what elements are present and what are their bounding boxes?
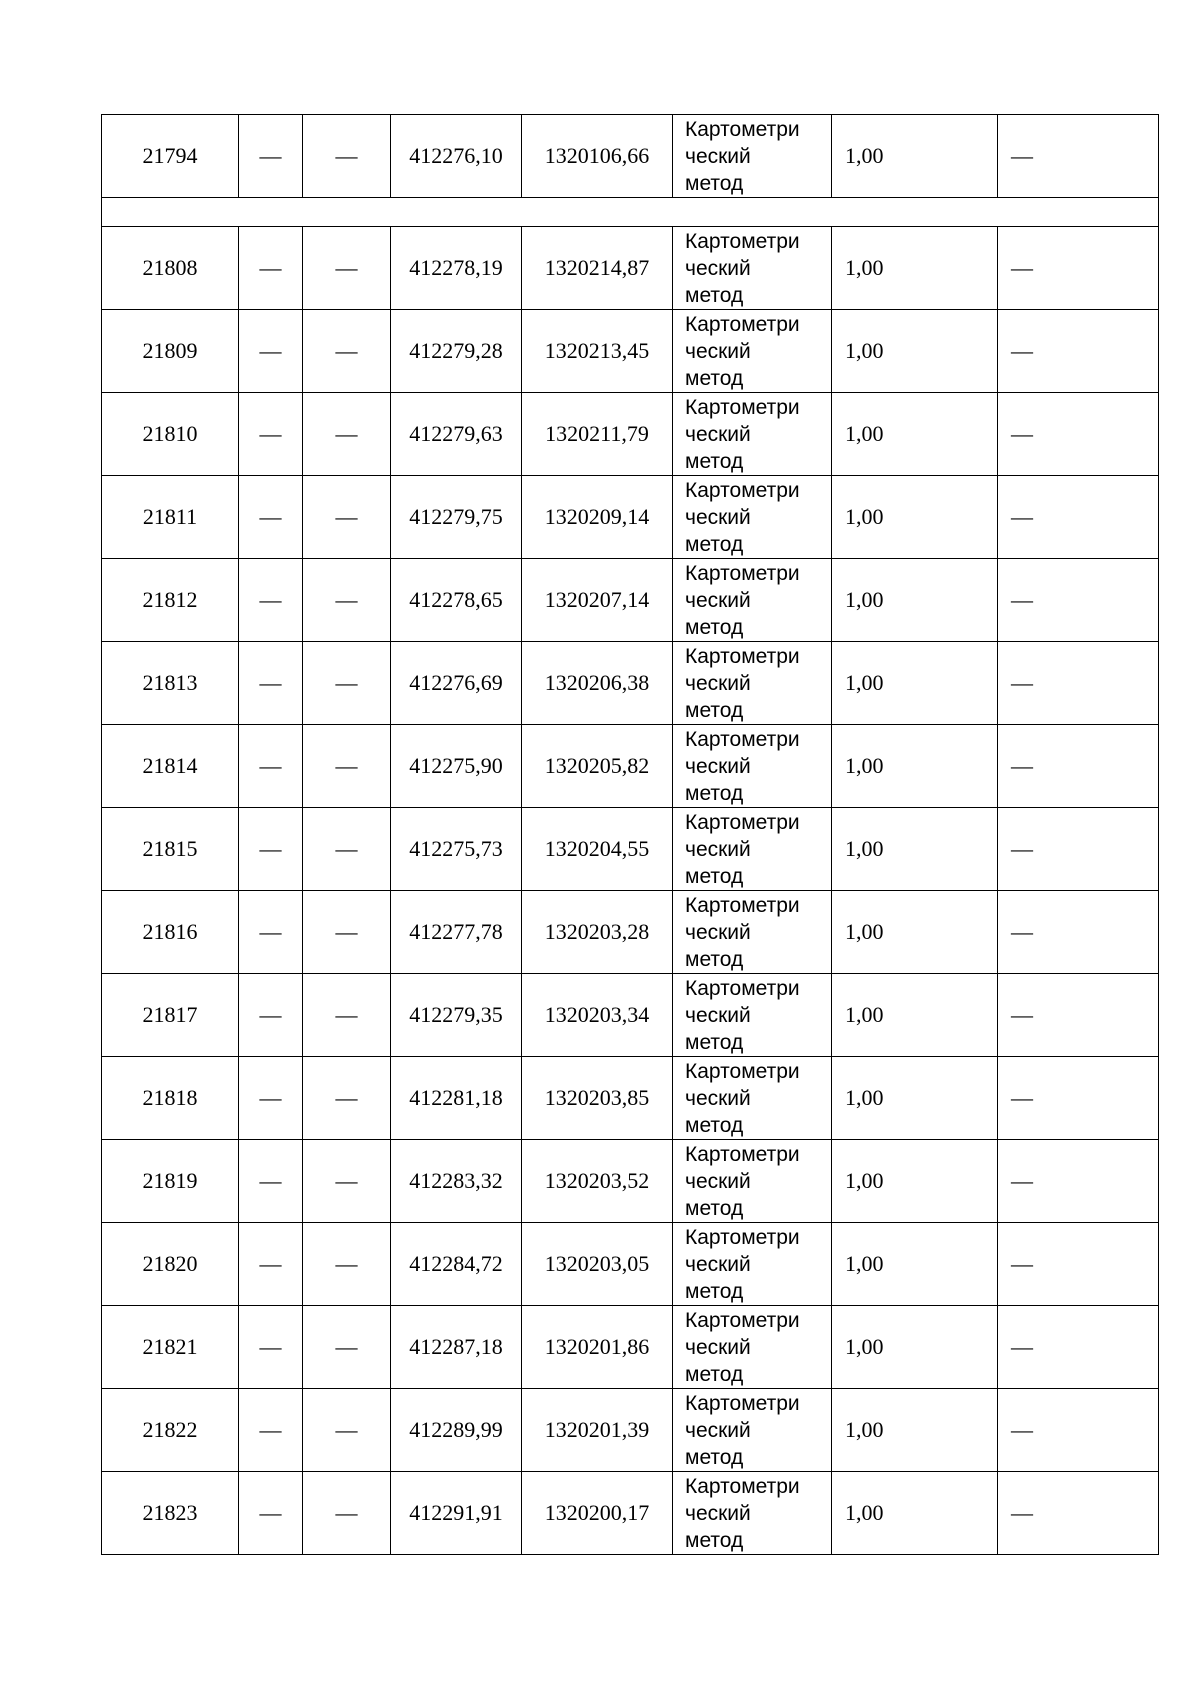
y-coordinate-cell: 1320214,87 bbox=[522, 227, 673, 310]
method-cell: Картометри ческий метод bbox=[673, 1389, 832, 1472]
accuracy-cell: 1,00 bbox=[832, 891, 998, 974]
accuracy-cell: 1,00 bbox=[832, 1306, 998, 1389]
table-row bbox=[102, 1472, 1159, 1555]
accuracy-cell: 1,00 bbox=[832, 227, 998, 310]
x-coordinate-cell: 412284,72 bbox=[391, 1223, 522, 1306]
point-number-cell: 21819 bbox=[102, 1140, 239, 1223]
method-cell: Картометри ческий метод bbox=[673, 1223, 832, 1306]
accuracy-cell: 1,00 bbox=[832, 476, 998, 559]
separator-cell bbox=[102, 198, 1159, 227]
accuracy-cell: 1,00 bbox=[832, 642, 998, 725]
table-row bbox=[102, 808, 1159, 891]
dash-cell: — bbox=[998, 725, 1159, 808]
table-body bbox=[102, 115, 1159, 1555]
x-coordinate-cell: 412281,18 bbox=[391, 1057, 522, 1140]
dash-cell: — bbox=[303, 808, 391, 891]
dash-cell: — bbox=[998, 115, 1159, 198]
dash-cell: — bbox=[303, 559, 391, 642]
x-coordinate-cell: 412291,91 bbox=[391, 1472, 522, 1555]
table-row bbox=[102, 393, 1159, 476]
accuracy-cell: 1,00 bbox=[832, 1140, 998, 1223]
table-row bbox=[102, 227, 1159, 310]
dash-cell: — bbox=[239, 642, 303, 725]
dash-cell: — bbox=[303, 725, 391, 808]
x-coordinate-cell: 412279,63 bbox=[391, 393, 522, 476]
dash-cell: — bbox=[303, 1306, 391, 1389]
x-coordinate-cell: 412278,19 bbox=[391, 227, 522, 310]
dash-cell: — bbox=[998, 1057, 1159, 1140]
dash-cell: — bbox=[998, 1140, 1159, 1223]
point-number-cell: 21794 bbox=[102, 115, 239, 198]
point-number-cell: 21814 bbox=[102, 725, 239, 808]
accuracy-cell: 1,00 bbox=[832, 1472, 998, 1555]
dash-cell: — bbox=[239, 1223, 303, 1306]
dash-cell: — bbox=[239, 1389, 303, 1472]
point-number-cell: 21815 bbox=[102, 808, 239, 891]
y-coordinate-cell: 1320201,39 bbox=[522, 1389, 673, 1472]
x-coordinate-cell: 412275,90 bbox=[391, 725, 522, 808]
dash-cell: — bbox=[303, 1057, 391, 1140]
accuracy-cell: 1,00 bbox=[832, 393, 998, 476]
table-row bbox=[102, 974, 1159, 1057]
dash-cell: — bbox=[998, 310, 1159, 393]
method-cell: Картометри ческий метод bbox=[673, 1057, 832, 1140]
method-cell: Картометри ческий метод bbox=[673, 1140, 832, 1223]
y-coordinate-cell: 1320205,82 bbox=[522, 725, 673, 808]
x-coordinate-cell: 412279,35 bbox=[391, 974, 522, 1057]
dash-cell: — bbox=[239, 559, 303, 642]
dash-cell: — bbox=[239, 1057, 303, 1140]
dash-cell: — bbox=[303, 227, 391, 310]
point-number-cell: 21822 bbox=[102, 1389, 239, 1472]
dash-cell: — bbox=[239, 393, 303, 476]
method-cell: Картометри ческий метод bbox=[673, 808, 832, 891]
method-cell: Картометри ческий метод bbox=[673, 1472, 832, 1555]
x-coordinate-cell: 412287,18 bbox=[391, 1306, 522, 1389]
y-coordinate-cell: 1320203,28 bbox=[522, 891, 673, 974]
method-cell: Картометри ческий метод bbox=[673, 227, 832, 310]
table-row bbox=[102, 559, 1159, 642]
dash-cell: — bbox=[239, 227, 303, 310]
dash-cell: — bbox=[998, 642, 1159, 725]
point-number-cell: 21810 bbox=[102, 393, 239, 476]
dash-cell: — bbox=[998, 1306, 1159, 1389]
y-coordinate-cell: 1320201,86 bbox=[522, 1306, 673, 1389]
accuracy-cell: 1,00 bbox=[832, 725, 998, 808]
x-coordinate-cell: 412277,78 bbox=[391, 891, 522, 974]
x-coordinate-cell: 412289,99 bbox=[391, 1389, 522, 1472]
point-number-cell: 21817 bbox=[102, 974, 239, 1057]
dash-cell: — bbox=[998, 227, 1159, 310]
x-coordinate-cell: 412275,73 bbox=[391, 808, 522, 891]
accuracy-cell: 1,00 bbox=[832, 974, 998, 1057]
y-coordinate-cell: 1320213,45 bbox=[522, 310, 673, 393]
y-coordinate-cell: 1320211,79 bbox=[522, 393, 673, 476]
dash-cell: — bbox=[239, 115, 303, 198]
dash-cell: — bbox=[998, 1472, 1159, 1555]
y-coordinate-cell: 1320203,34 bbox=[522, 974, 673, 1057]
dash-cell: — bbox=[303, 476, 391, 559]
dash-cell: — bbox=[239, 310, 303, 393]
method-cell: Картометри ческий метод bbox=[673, 642, 832, 725]
x-coordinate-cell: 412279,28 bbox=[391, 310, 522, 393]
accuracy-cell: 1,00 bbox=[832, 310, 998, 393]
table-row bbox=[102, 725, 1159, 808]
point-number-cell: 21818 bbox=[102, 1057, 239, 1140]
dash-cell: — bbox=[303, 115, 391, 198]
dash-cell: — bbox=[303, 891, 391, 974]
point-number-cell: 21823 bbox=[102, 1472, 239, 1555]
dash-cell: — bbox=[239, 974, 303, 1057]
table-row bbox=[102, 476, 1159, 559]
point-number-cell: 21811 bbox=[102, 476, 239, 559]
dash-cell: — bbox=[239, 1472, 303, 1555]
method-cell: Картометри ческий метод bbox=[673, 115, 832, 198]
accuracy-cell: 1,00 bbox=[832, 1057, 998, 1140]
point-number-cell: 21820 bbox=[102, 1223, 239, 1306]
dash-cell: — bbox=[998, 559, 1159, 642]
x-coordinate-cell: 412279,75 bbox=[391, 476, 522, 559]
point-number-cell: 21813 bbox=[102, 642, 239, 725]
table-row bbox=[102, 642, 1159, 725]
dash-cell: — bbox=[998, 808, 1159, 891]
y-coordinate-cell: 1320209,14 bbox=[522, 476, 673, 559]
dash-cell: — bbox=[303, 1223, 391, 1306]
dash-cell: — bbox=[303, 310, 391, 393]
y-coordinate-cell: 1320200,17 bbox=[522, 1472, 673, 1555]
dash-cell: — bbox=[998, 393, 1159, 476]
dash-cell: — bbox=[303, 1389, 391, 1472]
accuracy-cell: 1,00 bbox=[832, 1223, 998, 1306]
method-cell: Картометри ческий метод bbox=[673, 559, 832, 642]
dash-cell: — bbox=[303, 1472, 391, 1555]
dash-cell: — bbox=[303, 393, 391, 476]
accuracy-cell: 1,00 bbox=[832, 115, 998, 198]
table-row bbox=[102, 115, 1159, 198]
point-number-cell: 21808 bbox=[102, 227, 239, 310]
table-row bbox=[102, 1057, 1159, 1140]
dash-cell: — bbox=[239, 891, 303, 974]
y-coordinate-cell: 1320106,66 bbox=[522, 115, 673, 198]
separator-row bbox=[102, 198, 1159, 227]
method-cell: Картометри ческий метод bbox=[673, 891, 832, 974]
dash-cell: — bbox=[998, 891, 1159, 974]
dash-cell: — bbox=[303, 642, 391, 725]
x-coordinate-cell: 412276,69 bbox=[391, 642, 522, 725]
dash-cell: — bbox=[239, 1306, 303, 1389]
x-coordinate-cell: 412278,65 bbox=[391, 559, 522, 642]
table-row bbox=[102, 1389, 1159, 1472]
method-cell: Картометри ческий метод bbox=[673, 476, 832, 559]
dash-cell: — bbox=[239, 808, 303, 891]
coordinates-table bbox=[101, 114, 1159, 1555]
x-coordinate-cell: 412283,32 bbox=[391, 1140, 522, 1223]
y-coordinate-cell: 1320203,85 bbox=[522, 1057, 673, 1140]
table-row bbox=[102, 1140, 1159, 1223]
method-cell: Картометри ческий метод bbox=[673, 310, 832, 393]
dash-cell: — bbox=[303, 974, 391, 1057]
accuracy-cell: 1,00 bbox=[832, 559, 998, 642]
method-cell: Картометри ческий метод bbox=[673, 725, 832, 808]
dash-cell: — bbox=[239, 476, 303, 559]
table-row bbox=[102, 310, 1159, 393]
method-cell: Картометри ческий метод bbox=[673, 1306, 832, 1389]
point-number-cell: 21821 bbox=[102, 1306, 239, 1389]
method-cell: Картометри ческий метод bbox=[673, 974, 832, 1057]
point-number-cell: 21809 bbox=[102, 310, 239, 393]
method-cell: Картометри ческий метод bbox=[673, 393, 832, 476]
dash-cell: — bbox=[303, 1140, 391, 1223]
y-coordinate-cell: 1320206,38 bbox=[522, 642, 673, 725]
table-row bbox=[102, 1223, 1159, 1306]
point-number-cell: 21816 bbox=[102, 891, 239, 974]
accuracy-cell: 1,00 bbox=[832, 808, 998, 891]
dash-cell: — bbox=[239, 1140, 303, 1223]
dash-cell: — bbox=[998, 476, 1159, 559]
table-row bbox=[102, 891, 1159, 974]
table-row bbox=[102, 1306, 1159, 1389]
dash-cell: — bbox=[239, 725, 303, 808]
point-number-cell: 21812 bbox=[102, 559, 239, 642]
accuracy-cell: 1,00 bbox=[832, 1389, 998, 1472]
y-coordinate-cell: 1320203,52 bbox=[522, 1140, 673, 1223]
y-coordinate-cell: 1320207,14 bbox=[522, 559, 673, 642]
dash-cell: — bbox=[998, 1389, 1159, 1472]
x-coordinate-cell: 412276,10 bbox=[391, 115, 522, 198]
dash-cell: — bbox=[998, 974, 1159, 1057]
y-coordinate-cell: 1320203,05 bbox=[522, 1223, 673, 1306]
dash-cell: — bbox=[998, 1223, 1159, 1306]
y-coordinate-cell: 1320204,55 bbox=[522, 808, 673, 891]
